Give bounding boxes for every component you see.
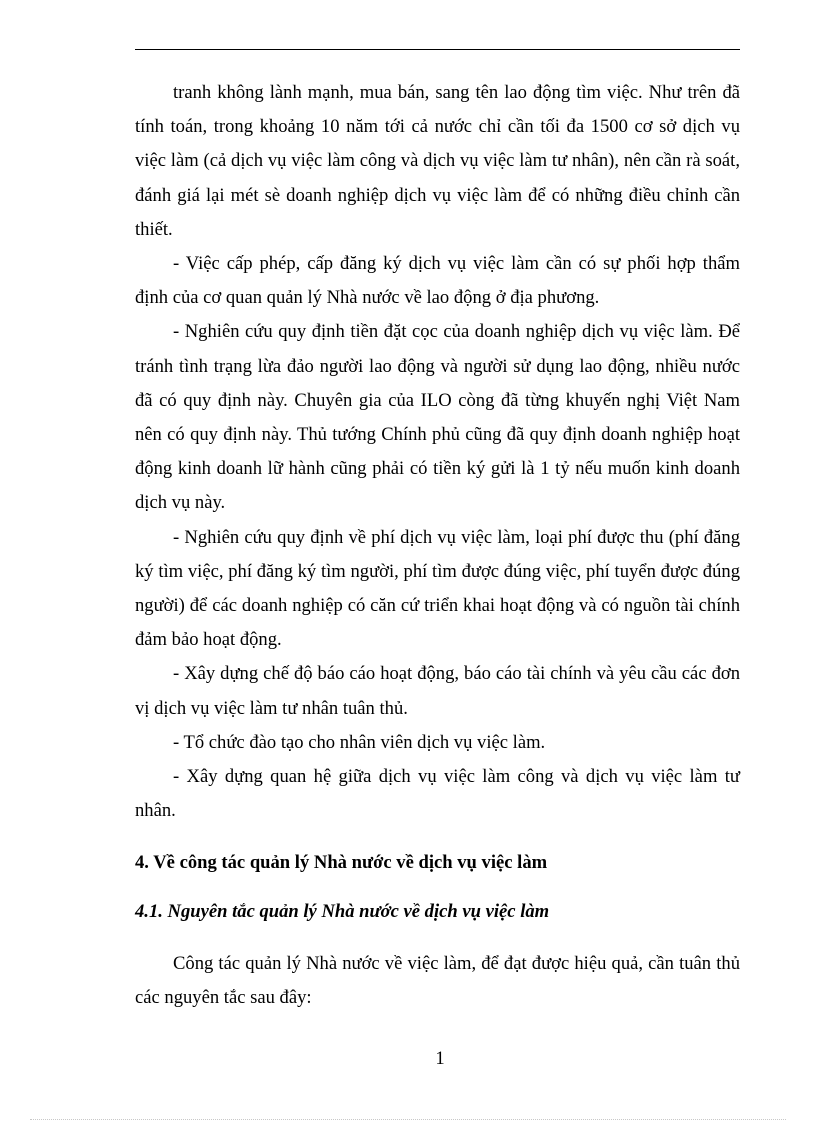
paragraph-continuation: tranh không lành mạnh, mua bán, sang tên lao động tìm việc. Như trên đã tính toán, trong khoảng 10 năm tới cả nước chỉ cần tối đa 1500 cơ sở dịch vụ việc làm (cả dịch vụ việc làm công và dịch vụ việc làm tư nhân), nên cần rà soát, đánh giá lại mét sè doanh nghiệp dịch vụ việc làm để có những điều chỉnh cần thiết.: [135, 82, 740, 240]
subsection-heading-4-1: 4.1. Nguyên tắc quản lý Nhà nước về dịch vụ việc làm: [135, 900, 550, 922]
footer-dotted-line: [30, 1119, 786, 1120]
paragraph-relations: - Xây dựng quan hệ giữa dịch vụ việc làm công và dịch vụ việc làm tư nhân.: [135, 766, 740, 822]
paragraph-service-fees: - Nghiên cứu quy định về phí dịch vụ việc làm, loại phí được thu (phí đăng ký tìm việc, phí đăng ký tìm người, phí tìm được đúng việc, phí tuyển được đúng người) để các doanh nghiệp có căn cứ triển khai hoạt động và có nguồn tài chính đảm bảo hoạt động.: [135, 526, 740, 651]
paragraph-reporting: - Xây dựng chế độ báo cáo hoạt động, báo cáo tài chính và yêu cầu các đơn vị dịch vụ việc làm tư nhân tuân thủ.: [135, 663, 740, 719]
document-body: [135, 76, 740, 1015]
paragraph-deposit: - Nghiên cứu quy định tiền đặt cọc của doanh nghiệp dịch vụ việc làm. Để tránh tình trạng lừa đảo người lao động và người sử dụng lao động, nhiều nước đã có quy định này. Chuyên gia của ILO còng đã từng khuyến nghị Việt Nam nên có quy định này. Thủ tướng Chính phủ cũng đã quy định doanh nghiệp hoạt động kinh doanh lữ hành cũng phải có tiền ký gửi là 1 tỷ nếu muốn kinh doanh dịch vụ này.: [135, 321, 740, 514]
header-rule: [135, 49, 740, 50]
section-heading-4: 4. Về công tác quản lý Nhà nước về dịch vụ việc làm: [135, 852, 548, 874]
paragraph-training: - Tổ chức đào tạo cho nhân viên dịch vụ việc làm.: [173, 731, 546, 753]
paragraph-principles-intro: Công tác quản lý Nhà nước về việc làm, để đạt được hiệu quả, cần tuân thủ các nguyên tắc sau đây:: [135, 952, 740, 1009]
page-number: 1: [435, 1048, 445, 1069]
paragraph-licensing: - Việc cấp phép, cấp đăng ký dịch vụ việc làm cần có sự phối hợp thẩm định của cơ quan quản lý Nhà nước về lao động ở địa phương.: [135, 253, 740, 309]
